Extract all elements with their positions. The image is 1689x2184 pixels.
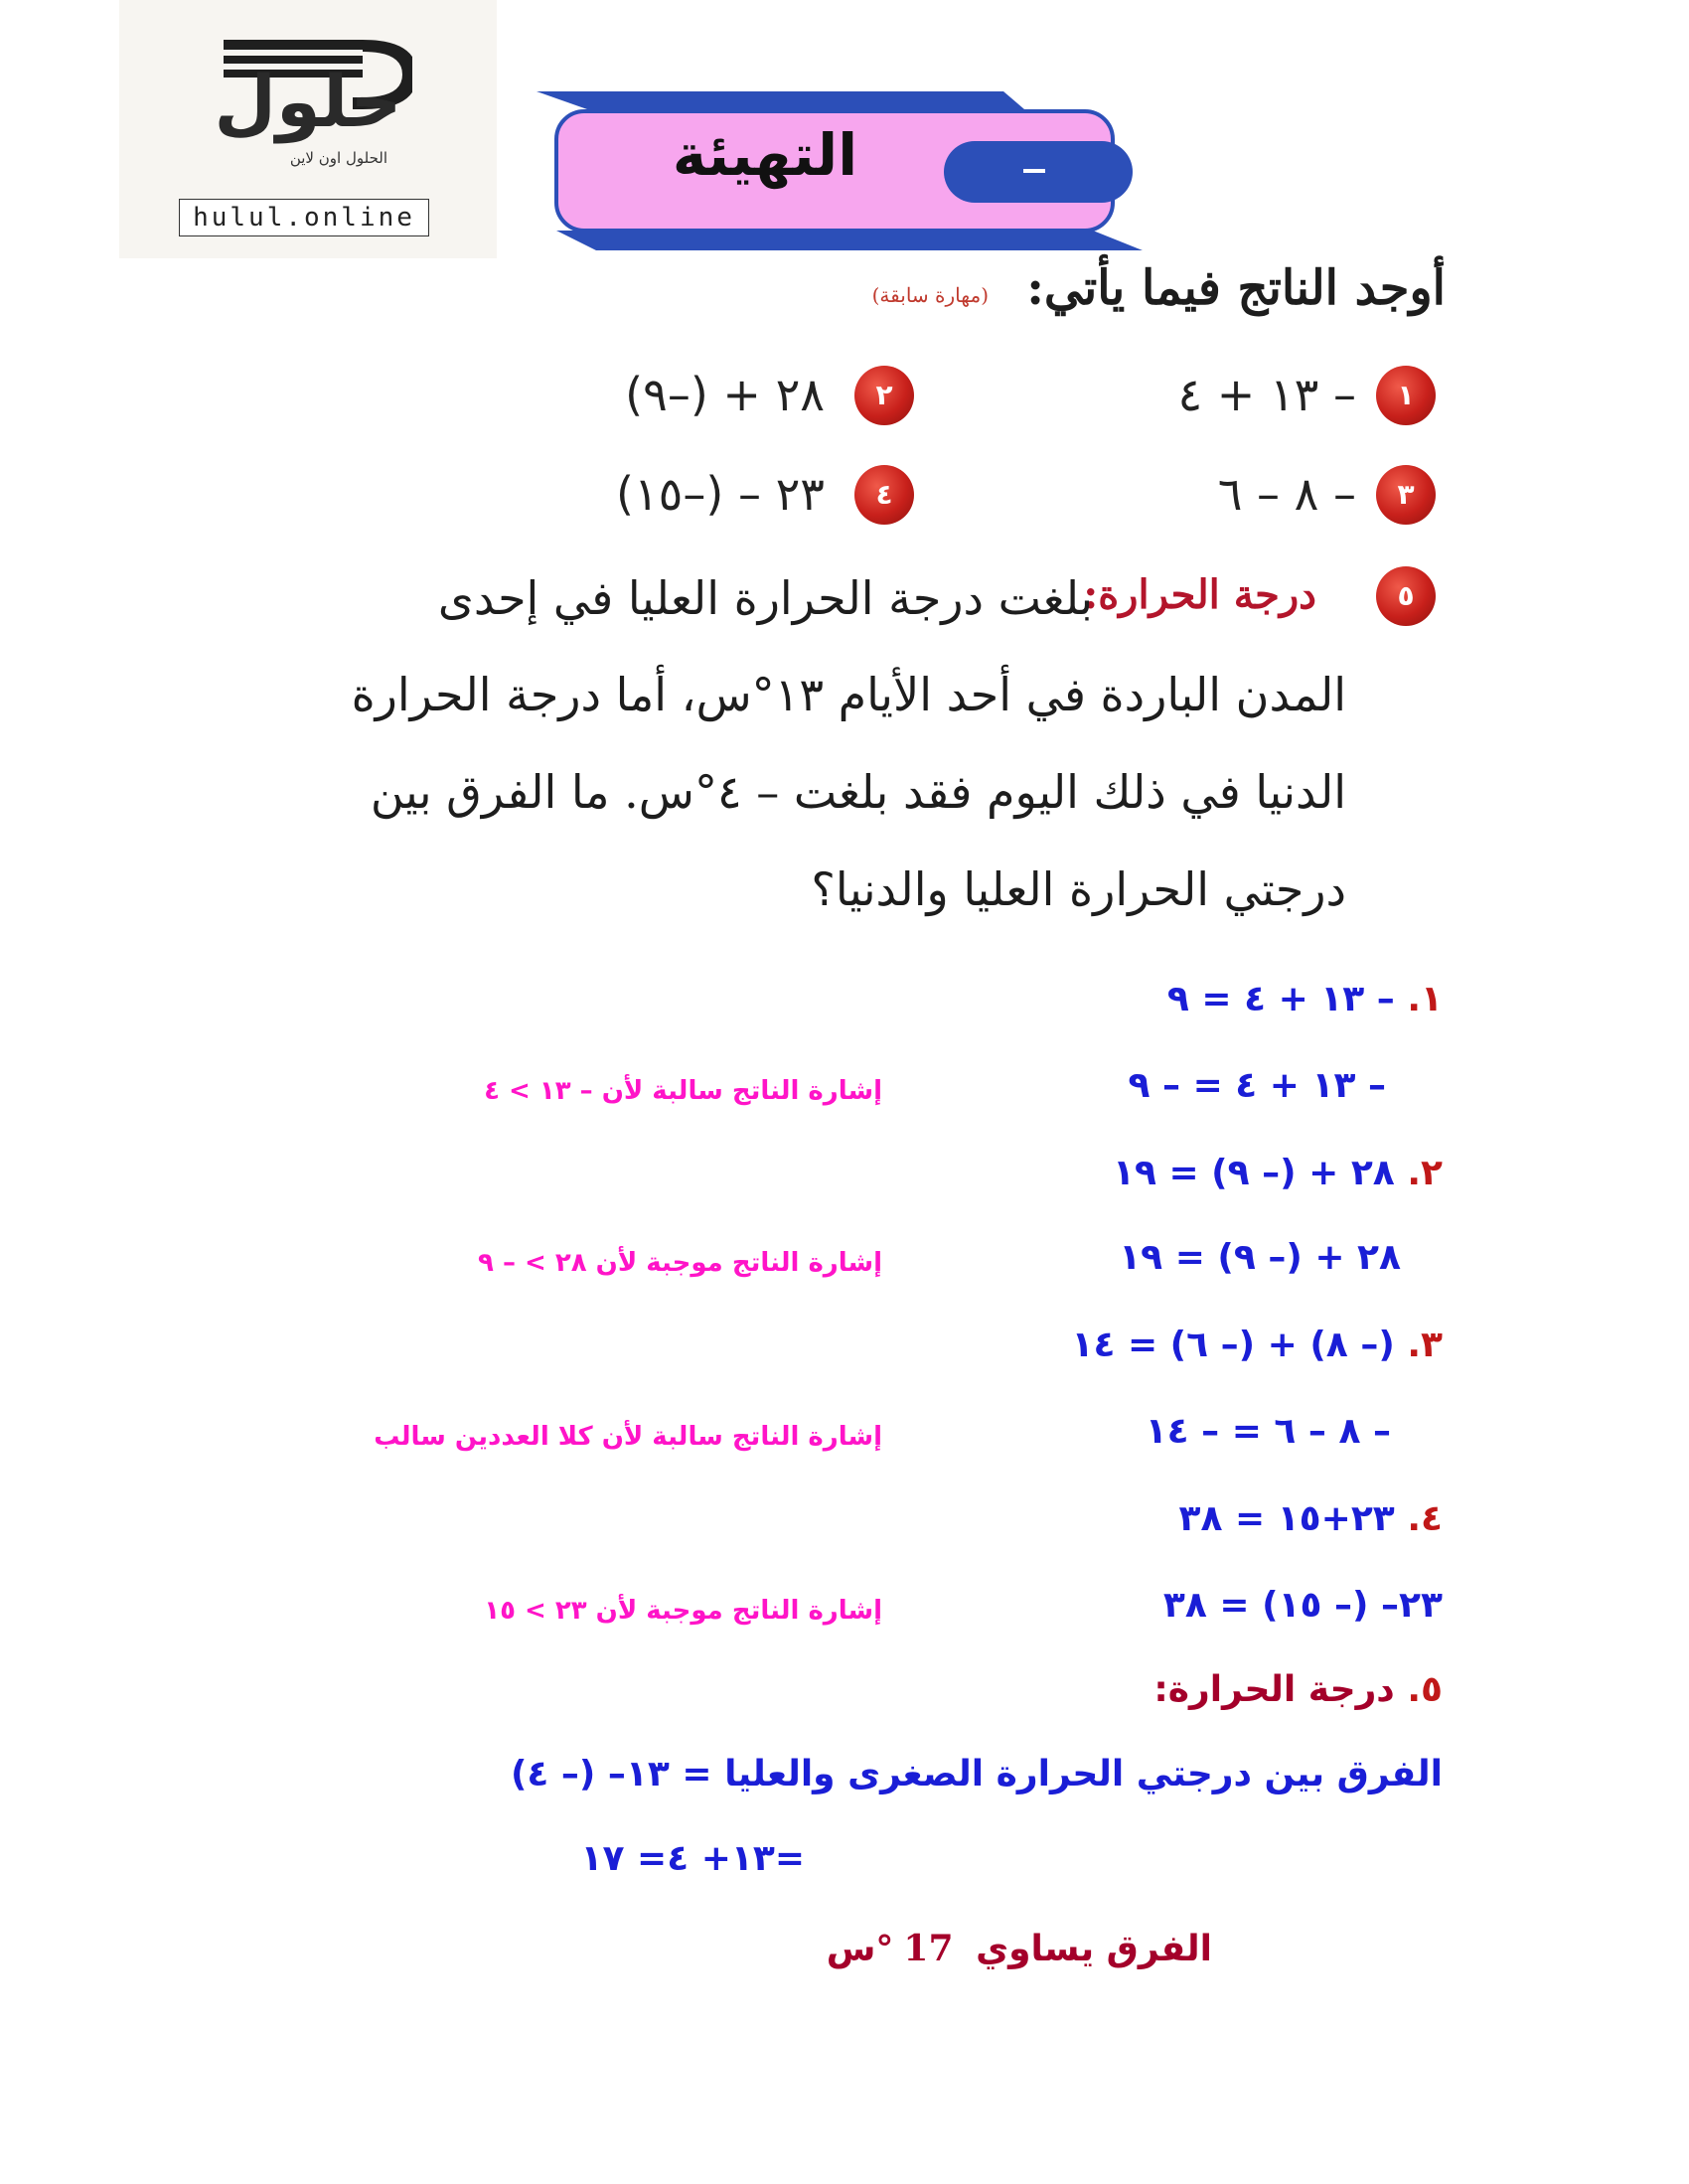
solution-3-line-2: – ٨ – ٦ = – ١٤ [1145,1411,1391,1452]
solution-5-final-unit: °س [826,1929,894,1969]
logo-name: حلول [214,60,402,143]
solution-2-eq-1: ٢٨ + (– ٩) = ١٩ [1112,1153,1395,1193]
exercise-2-badge: ٢ [854,366,914,425]
solution-2-number: ٢. [1407,1153,1443,1193]
problem-5-line-2: المدن الباردة في أحد الأيام ١٣°س، أما درجة الحرارة [351,668,1346,721]
solution-3-line-1 [1072,1325,1444,1365]
logo [119,0,497,258]
solution-4-note: إشارة الناتج موجبة لأن ٢٣ > ١٥ [484,1596,882,1626]
exercise-3-expression: – ٨ – ٦ [1217,467,1356,521]
banner-title: التهيئة [672,121,858,189]
logo-subtitle: الحلول اون لاين [289,149,387,167]
solution-5-line-1: الفرق بين درجتي الحرارة الصغرى والعليا = ١٣– (– ٤) [510,1754,1443,1794]
exercise-4-badge: ٤ [854,465,914,525]
solution-3-note: إشارة الناتج سالبة لأن كلا العددين سالب [374,1422,882,1452]
solution-1-eq-1: – ١٣ + ٤ = ٩ [1166,979,1395,1019]
exercise-3-badge: ٣ [1376,465,1436,525]
exercise-1-expression: – ١٣ + ٤ [1177,368,1356,421]
problem-5-line-3: الدنيا في ذلك اليوم فقد بلغت – ٤°س. ما الفرق بين [370,765,1346,819]
exercise-1-badge: ١ [1376,366,1436,425]
solution-5-final [827,1928,1212,1969]
problem-5-line-4: درجتي الحرارة العليا والدنيا؟ [811,862,1346,916]
instruction-text: أوجد الناتج فيما يأتي: [1026,260,1446,316]
logo-url: hulul.online [179,199,429,236]
exercise-2-expression: ٢٨ + (–٩) [625,368,825,421]
problem-5-badge: ٥ [1376,566,1436,626]
solution-5-title: درجة الحرارة: [1153,1669,1395,1710]
solution-3-number: ٣. [1407,1325,1443,1365]
solution-5-heading [1153,1669,1443,1710]
solution-5-number: ٥. [1407,1669,1443,1710]
solution-1-note: إشارة الناتج سالبة لأن – ١٣ > ٤ [484,1076,882,1106]
solution-5-final-value: 17 [903,1928,954,1969]
solution-4-number: ٤. [1407,1498,1443,1539]
solution-1-number: ١. [1407,979,1443,1019]
solution-3-eq-1: (– ٨) + (– ٦) = ١٤ [1071,1325,1395,1365]
solution-4-eq-1: ٢٣+١٥ = ٣٨ [1178,1498,1395,1539]
instruction-note: (مهارة سابقة) [871,283,989,307]
solution-5-final-label: الفرق يساوي [976,1929,1212,1969]
problem-5-label: درجة الحرارة: [1083,571,1316,618]
solution-2-line-1 [1113,1153,1443,1193]
solution-1-line-2: – ١٣ + ٤ = – ٩ [1128,1065,1386,1106]
problem-5-line-1: بلغت درجة الحرارة العليا في إحدى [437,571,1093,625]
solution-4-line-1 [1179,1498,1443,1539]
exercise-4-expression: ٢٣ – (–١٥) [616,467,825,521]
solution-2-note: إشارة الناتج موجبة لأن ٢٨ > – ٩ [478,1248,882,1278]
solution-1-line-1 [1167,979,1443,1019]
solution-5-line-2: =١٣+ ٤= ١٧ [580,1838,805,1879]
solution-4-line-2: ٢٣– (– ١٥) = ٣٨ [1162,1585,1443,1626]
solution-2-line-2: ٢٨ + (– ٩) = ١٩ [1119,1237,1401,1278]
